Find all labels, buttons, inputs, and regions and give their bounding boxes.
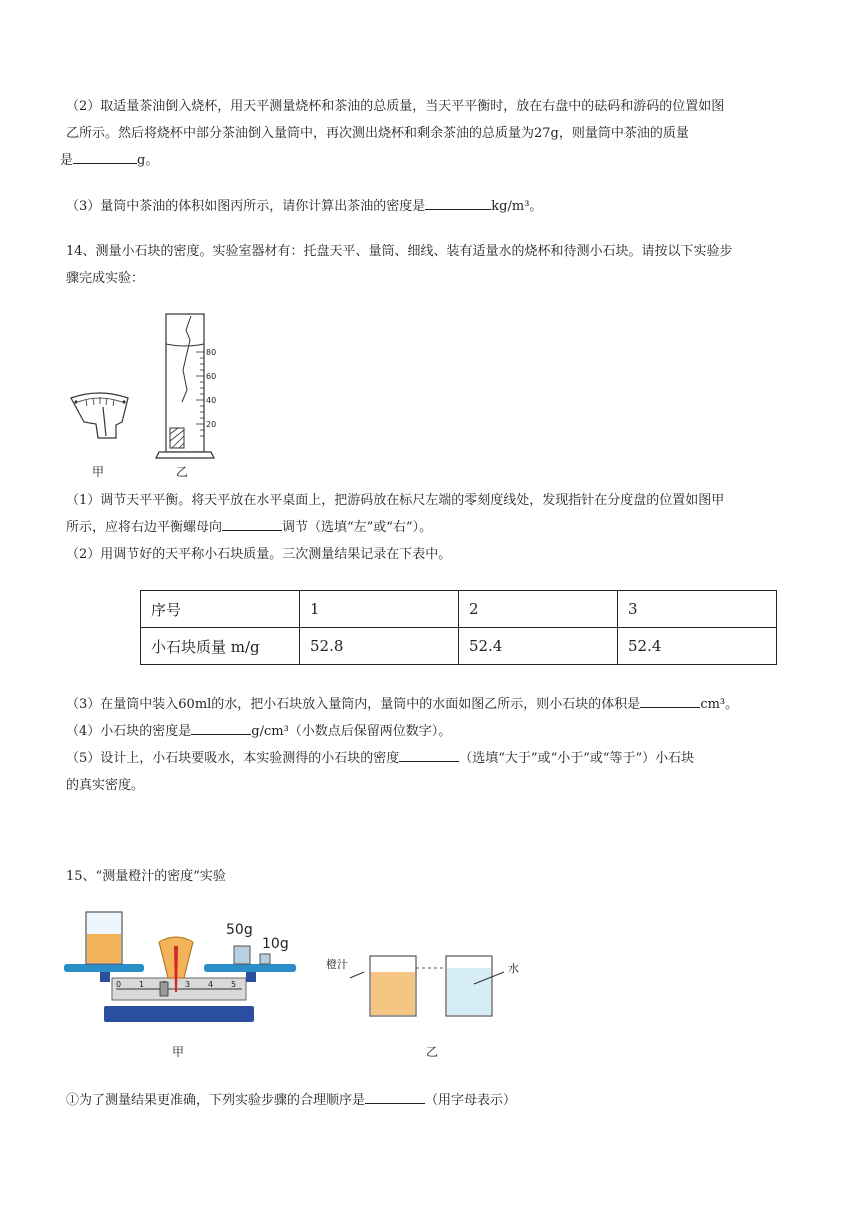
q15-balance-label: 甲	[172, 1045, 185, 1059]
q14-step5-suffix: （选填“大于”或“小于”或“等于”）小石块	[459, 751, 695, 766]
tick-label-40: 40	[206, 396, 217, 405]
q14-dial-figure	[71, 393, 128, 479]
scale-label-1: 1	[139, 980, 145, 989]
q14-compare-answer-blank[interactable]	[399, 747, 459, 762]
q14-intro-line2: 骤完成实验：	[66, 271, 145, 286]
scale-label-4: 4	[208, 980, 214, 989]
q13-part2-line3	[60, 147, 806, 174]
table-row	[141, 591, 777, 628]
q14-step5-text: （5）设计上，小石块要吸水，本实验测得的小石块的密度	[66, 751, 400, 766]
q14-cylinder-label: 乙	[176, 465, 189, 479]
q14-step2: （2）用调节好的天平称小石块质量。三次测量结果记录在下表中。	[66, 547, 452, 562]
q14-step3-text: （3）在量筒中装入60ml的水，把小石块放入量筒内，量筒中的水面如图乙所示，则小石块的体积是	[66, 697, 641, 712]
q13-part3	[66, 193, 806, 220]
weight-10g	[260, 954, 270, 964]
q15-beakers-label: 乙	[426, 1045, 439, 1059]
tick-label-20: 20	[206, 420, 217, 429]
q14-step1-line2-suffix: 调节（选填“左”或“右”）。	[282, 520, 433, 535]
table-cell: 2	[459, 591, 618, 628]
q14-density-answer-blank[interactable]	[191, 720, 251, 735]
q13-part2-line3-suffix: g。	[137, 153, 159, 168]
table-cell: 序号	[141, 591, 300, 628]
scale-label-5: 5	[231, 980, 237, 989]
q14-step1-line2-text: 所示，应将右边平衡螺母向	[66, 520, 223, 535]
table-cell: 3	[618, 591, 777, 628]
q15-title: 15、“测量橙汁的密度”实验	[66, 869, 226, 884]
q14-step1-answer-blank[interactable]	[222, 516, 282, 531]
q14-step5	[66, 745, 806, 799]
q14-step1	[66, 487, 806, 541]
q13-density-answer-blank[interactable]	[425, 195, 491, 210]
q13-part3-text: （3）量筒中茶油的体积如图丙所示，请你计算出茶油的密度是	[66, 199, 426, 214]
q14-dial-label: 甲	[92, 465, 105, 479]
q14-step3	[66, 691, 806, 718]
table-cell: 52.8	[300, 628, 459, 665]
q14-cylinder-figure	[156, 314, 216, 479]
table-cell: 小石块质量 m/g	[141, 628, 300, 665]
q13-part3-unit: kg/m³。	[491, 199, 543, 214]
left-pan	[64, 964, 144, 972]
q15-step1-text: ①为了测量结果更准确，下列实验步骤的合理顺序是	[66, 1093, 366, 1108]
q13-part2-line1: （2）取适量茶油倒入烧杯，用天平测量烧杯和茶油的总质量，当天平平衡时，放在右盘中的砝码和游码的位置如图	[66, 99, 725, 114]
q14-step3-unit: cm³。	[700, 697, 739, 712]
q14-mass-table	[140, 590, 777, 665]
q13-part2-line3-prefix: 是	[60, 153, 74, 168]
q15-figure	[64, 906, 534, 1066]
q13-mass-answer-blank[interactable]	[73, 149, 137, 164]
water-label: 水	[508, 962, 519, 975]
tick-label-80: 80	[206, 348, 217, 357]
weight-10g-label: 10g	[262, 936, 289, 952]
q15-step1-suffix: （用字母表示）	[425, 1093, 517, 1108]
q13-part2-line2: 乙所示。然后将烧杯中部分茶油倒入量筒中，再次测出烧杯和剩余茶油的总质量为27g，则量筒中茶油的质量	[66, 126, 689, 141]
q14-intro-line1: 14、测量小石块的密度。实验室器材有：托盘天平、量筒、细线、装有适量水的烧杯和待测小石块。请按以下实验步	[66, 244, 733, 259]
table-cell: 1	[300, 591, 459, 628]
table-cell: 52.4	[459, 628, 618, 665]
balance-base	[104, 1006, 254, 1022]
table-row	[141, 628, 777, 665]
rider-weight	[160, 982, 168, 996]
juice-label: 橙汁	[326, 958, 348, 971]
q15-order-answer-blank[interactable]	[365, 1089, 425, 1104]
table-cell: 52.4	[618, 628, 777, 665]
q15-beakers-figure	[326, 956, 519, 1059]
tick-label-60: 60	[206, 372, 217, 381]
q14-volume-answer-blank[interactable]	[640, 693, 700, 708]
q14-intro	[66, 238, 806, 292]
q14-step4-text: （4）小石块的密度是	[66, 724, 192, 739]
q14-step5-line2: 的真实密度。	[66, 778, 145, 793]
q15-step1	[66, 1087, 806, 1114]
q14-step1-line2	[66, 514, 806, 541]
scale-label-3: 3	[185, 980, 191, 989]
weight-50g-label: 50g	[226, 922, 253, 938]
q15-balance-figure	[64, 912, 296, 1059]
q14-step1-line1: （1）调节天平平衡。将天平放在水平桌面上，把游码放在标尺左端的零刻度线处，发现指针在分度盘的位置如图甲	[66, 493, 725, 508]
q14-step4	[66, 718, 806, 745]
scale-label-0: 0	[116, 980, 122, 989]
q14-step4-suffix: g/cm³（小数点后保留两位数字）。	[251, 724, 452, 739]
q14-figure	[66, 310, 236, 480]
q13-part2	[60, 93, 806, 174]
q14-step5-line1	[66, 745, 806, 772]
weight-50g	[234, 946, 250, 964]
right-pan	[204, 964, 296, 972]
